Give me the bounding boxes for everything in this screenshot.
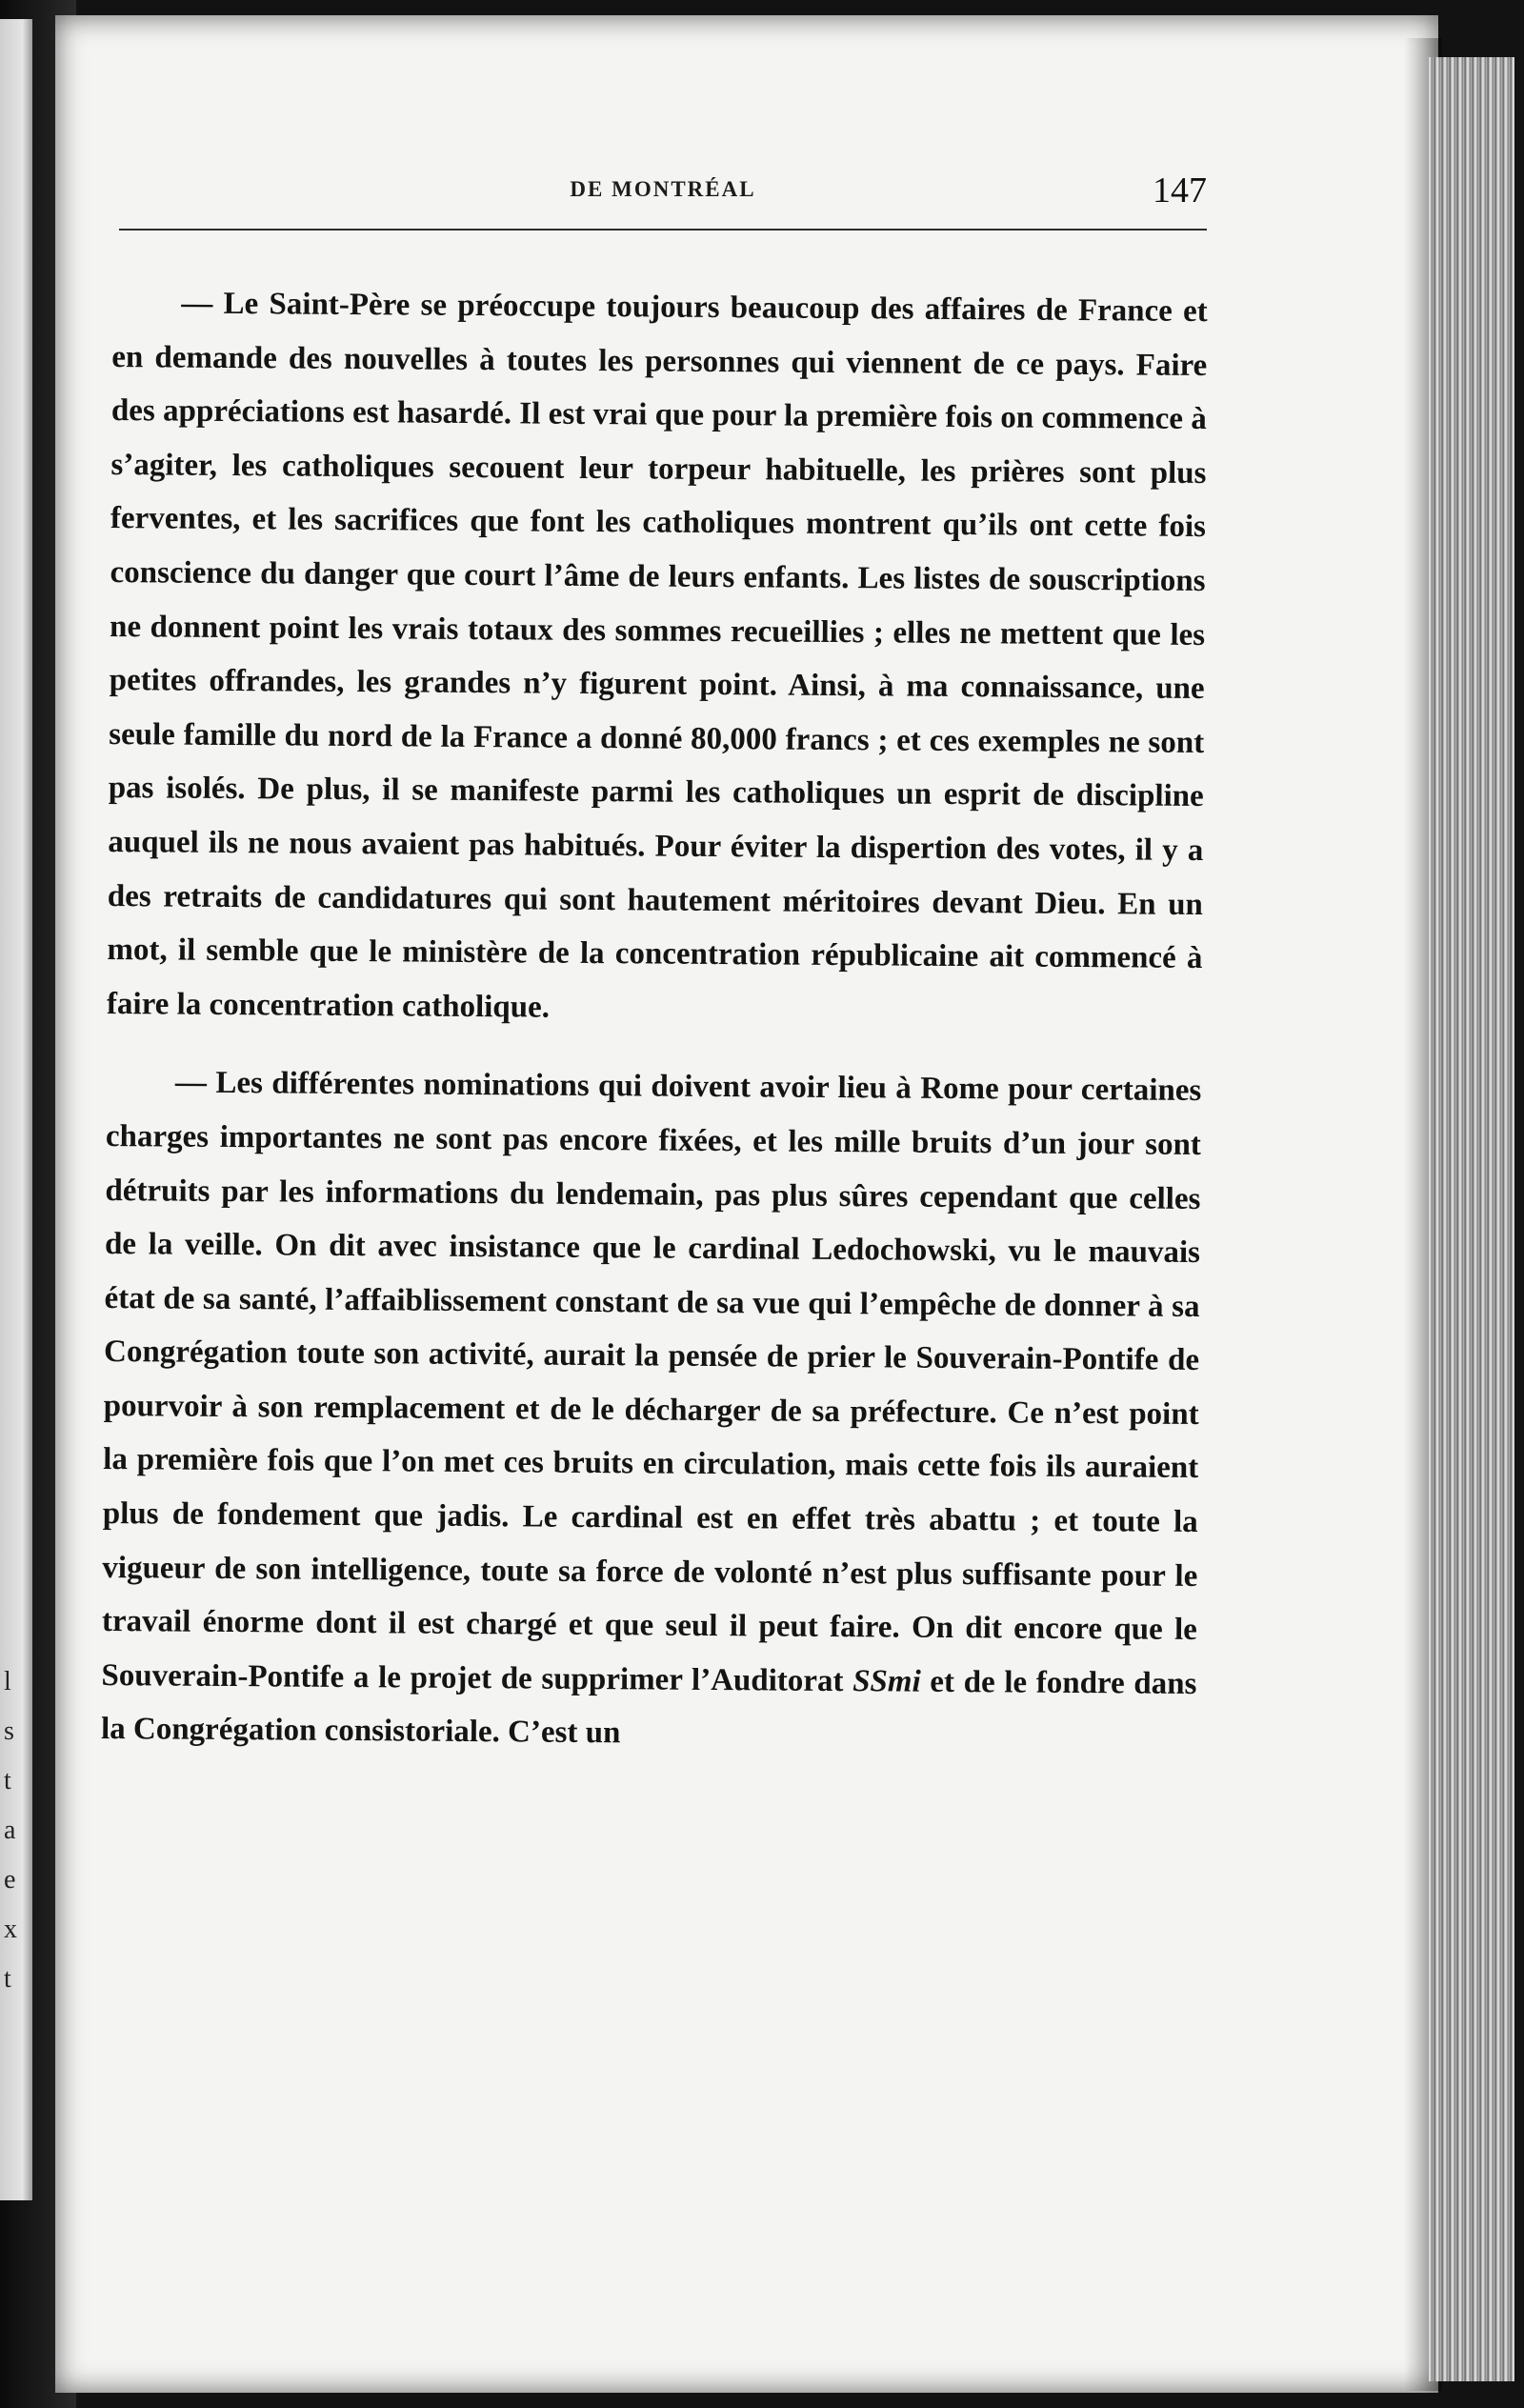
body-text: [101, 276, 1208, 1765]
page-number: 147: [1153, 171, 1207, 211]
header-rule: [119, 229, 1207, 231]
italic-abbreviation: SSmi: [852, 1663, 921, 1699]
book-page-stack-edge: [1429, 57, 1514, 2381]
paragraph: — Le Saint-Père se préoccupe toujours beaucoup des affaires de France et en demande des nouvelles à toutes les personnes qui viennent de ce pays. Faire des appréciations est hasardé. Il est vrai que pour la première fois on commence à s’agiter, les catholiques secouent leur torpeur habituelle, les prières sont plus ferventes, et les sacrifices que font les catholiques montrent qu’ils ont cette fois conscience du danger que court l’âme de leurs enfants. Les listes de souscriptions ne donnent point les vrais totaux des sommes recueillies ; elles ne mettent que les petites offrandes, les grandes n’y figurent point. Ainsi, à ma connaissance, une seule famille du nord de la France a donné 80,000 francs ; et ces exemples ne sont pas isolés. De plus, il se manifeste parmi les catholiques un esprit de discipline auquel ils ne nous avaient pas habitués. Pour éviter la dispertion des votes, il y a des retraits de candidatures qui sont hautement méritoires devant Dieu. En un mot, il semble que le ministère de la concentration républicaine ait commencé à faire la concentration catholique.: [106, 286, 1208, 1025]
previous-page-text-fragments: l s t a e x t: [4, 1667, 17, 1994]
paragraph: [101, 1055, 1202, 1765]
paragraph-text: — Les différentes nominations qui doivent avoir lieu à Rome pour certaines charges importantes ne sont pas encore fixées, et les mille bruits d’un jour sont détruits par les informations du lendemain, pas plus sûres cependant que celles de la veille. On dit avec insistance que le cardinal Ledochowski, vu le mauvais état de sa santé, l’affaiblissement constant de sa vue qui l’empêche de donner à sa Congrégation toute son activité, aurait la pensée de prier le Souverain-Pontife de pourvoir à son remplacement et de le décharger de sa préfecture. Ce n’est point la première fois que l’on met ces bruits en circulation, mais cette fois ils auraient plus de fondement que jadis. Le cardinal est en effet très abattu ; et toute la vigueur de son intelligence, toute sa force de volonté n’est plus suffisante pour le travail énorme dont il est chargé et que seul il peut faire. On dit encore que le Souverain-Pontife a le projet de supprimer l’Auditorat: [101, 1065, 1202, 1698]
running-head-title: DE MONTRÉAL: [570, 177, 756, 201]
paragraph-text: et de le fondre dans la Congrégation consistoriale. C’est un: [100, 1664, 1197, 1751]
running-head: [119, 170, 1207, 227]
